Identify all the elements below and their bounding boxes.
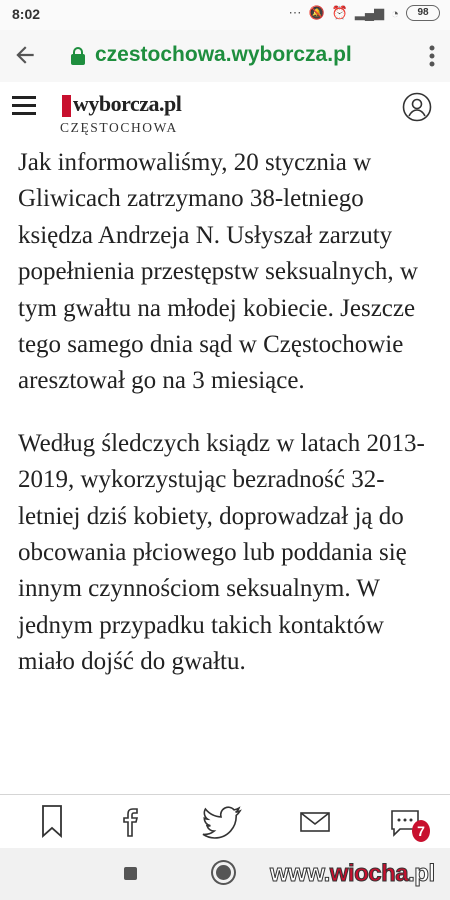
twitter-icon[interactable] [202, 803, 244, 839]
watermark-brand: wiocha [329, 860, 409, 887]
site-city: CZĘSTOCHOWA [60, 120, 178, 135]
watermark-prefix: www. [270, 860, 330, 887]
watermark [270, 860, 435, 888]
battery-icon: 98 [406, 5, 440, 21]
signal-icon: ▂▄▆ [354, 5, 385, 20]
bookmark-icon[interactable] [40, 803, 64, 839]
comments-count-badge[interactable]: 7 [412, 820, 430, 842]
status-time: 8:02 [12, 6, 41, 22]
browser-url-bar [0, 30, 450, 83]
status-bar [0, 0, 450, 30]
url-text[interactable]: czestochowa.wyborcza.pl [95, 43, 352, 66]
back-arrow-icon[interactable] [12, 42, 38, 68]
logo-mark [62, 95, 71, 117]
notification-dots-icon: ⋯ [288, 5, 302, 20]
article-paragraph: Jak informowaliśmy, 20 stycznia w Gliwicach zatrzymano 38-letniego księdza Andrzeja N. Usłyszał zarzuty popełnienia przestępstw seksualnych, w tym gwałtu na młodej kobiecie. Jeszcze tego samego dnia sąd w Częstochowie aresztował go na 3 miesiące. [18, 149, 418, 395]
watermark-suffix: .pl [408, 860, 435, 887]
facebook-icon[interactable] [118, 803, 142, 839]
user-icon[interactable] [402, 92, 432, 122]
recents-icon[interactable] [124, 867, 137, 880]
article-paragraph: Według śledczych ksiądz w latach 2013-2019, wykorzystując bezradność 32-letniej dziś kobiety, doprowadzał ją do obcowania płciowego lub poddania się innym czynnościom seksualnym. W jednym przypadku takich kontaktów miało dojść do gwałtu. [18, 429, 425, 676]
site-logo[interactable]: wyborcza.pl [73, 91, 182, 116]
hamburger-icon[interactable] [12, 96, 36, 116]
status-icons [289, 5, 440, 21]
alarm-icon: ⏰ [331, 5, 348, 20]
mail-icon[interactable] [300, 803, 330, 839]
more-vert-icon[interactable] [428, 44, 436, 68]
mute-icon: 🔕 [308, 5, 325, 20]
home-icon[interactable] [216, 865, 231, 880]
lock-icon [70, 47, 86, 65]
site-header [0, 82, 450, 140]
wifi-icon: ◔ [391, 5, 399, 21]
share-bar [0, 794, 450, 849]
article-body [18, 145, 438, 707]
